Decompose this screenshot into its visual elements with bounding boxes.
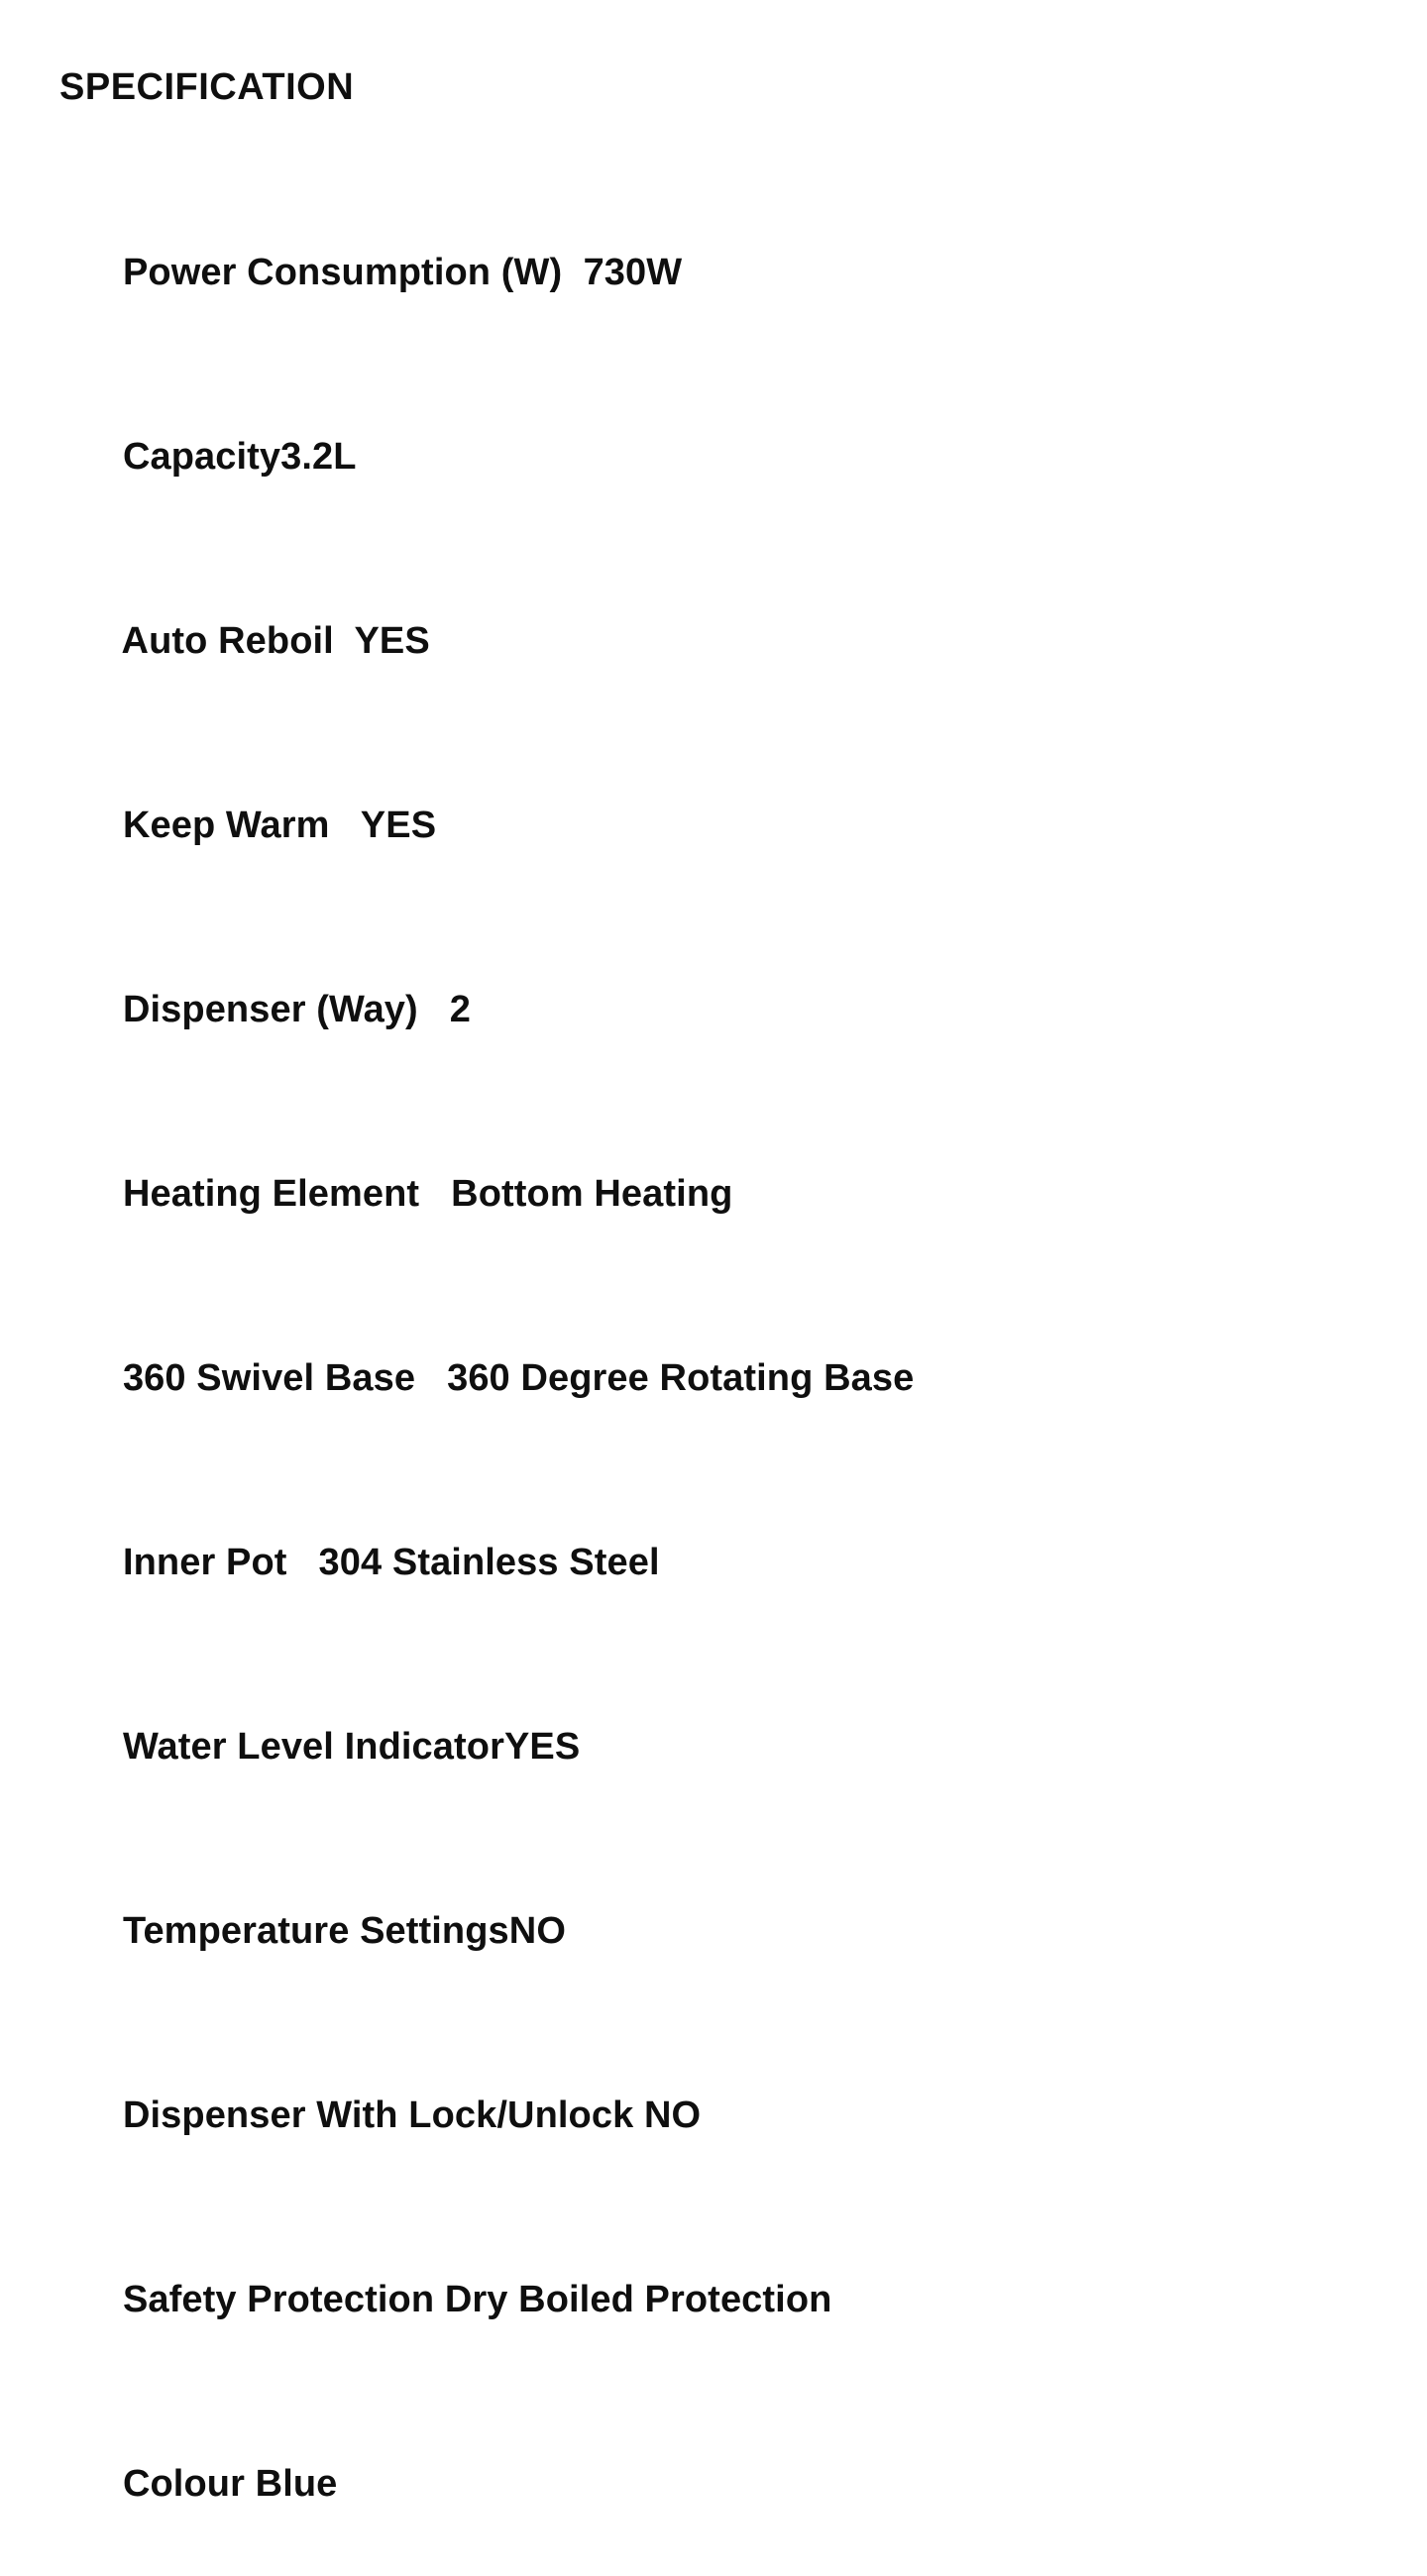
spec-value: Blue	[255, 2462, 338, 2505]
spec-row	[59, 2023, 1370, 2207]
spec-label: Auto Reboil	[121, 619, 334, 662]
spec-value: NO	[508, 1909, 566, 1952]
spec-row	[59, 180, 1370, 365]
spec-label: Temperature Settings	[122, 1909, 509, 1952]
spec-gap	[419, 1173, 451, 1215]
spec-label: Colour	[122, 2462, 245, 2505]
spec-row	[59, 1470, 1370, 1655]
spec-value: 304 Stainless Steel	[318, 1541, 660, 1583]
spec-row	[59, 1102, 1370, 1286]
spec-value: NO	[643, 2093, 702, 2136]
specification-list	[57, 180, 1370, 2576]
spec-gap	[562, 252, 583, 293]
spec-value: YES	[503, 1725, 581, 1768]
spec-row	[59, 2392, 1370, 2576]
spec-value: YES	[354, 619, 430, 662]
spec-label: Dispenser With Lock/Unlock	[122, 2093, 634, 2136]
spec-value: Dry Boiled Protection	[444, 2278, 832, 2320]
spec-label: Keep Warm	[122, 804, 330, 846]
spec-gap	[415, 1357, 447, 1399]
spec-label: 360 Swivel Base	[122, 1356, 416, 1399]
spec-gap	[287, 1542, 319, 1583]
spec-gap	[633, 2094, 644, 2136]
spec-gap	[330, 805, 361, 846]
spec-label: Safety Protection	[122, 2278, 435, 2320]
spec-label: Water Level Indicator	[122, 1725, 504, 1768]
spec-value: Bottom Heating	[451, 1172, 733, 1215]
spec-label: Power Consumption (W)	[122, 251, 563, 293]
spec-value: 2	[449, 988, 472, 1030]
spec-row	[59, 1839, 1370, 2023]
spec-row	[59, 549, 1370, 733]
spec-row	[59, 365, 1370, 549]
spec-value: YES	[360, 804, 437, 846]
spec-gap	[418, 989, 450, 1030]
spec-value: 730W	[583, 251, 683, 293]
spec-row	[59, 2207, 1370, 2392]
spec-label: Capacity	[122, 435, 281, 478]
spec-label: Inner Pot	[122, 1541, 287, 1583]
spec-gap	[434, 2279, 445, 2320]
spec-gap	[334, 620, 355, 662]
spec-label: Heating Element	[122, 1172, 420, 1215]
page-title: SPECIFICATION	[59, 66, 355, 108]
spec-row	[59, 917, 1370, 1102]
spec-gap	[245, 2463, 256, 2505]
spec-row	[59, 1655, 1370, 1839]
spec-label: Dispenser (Way)	[122, 988, 418, 1030]
spec-row	[59, 1286, 1370, 1470]
spec-row	[59, 733, 1370, 917]
spec-value: 360 Degree Rotating Base	[447, 1356, 915, 1399]
spec-value: 3.2L	[280, 435, 357, 478]
